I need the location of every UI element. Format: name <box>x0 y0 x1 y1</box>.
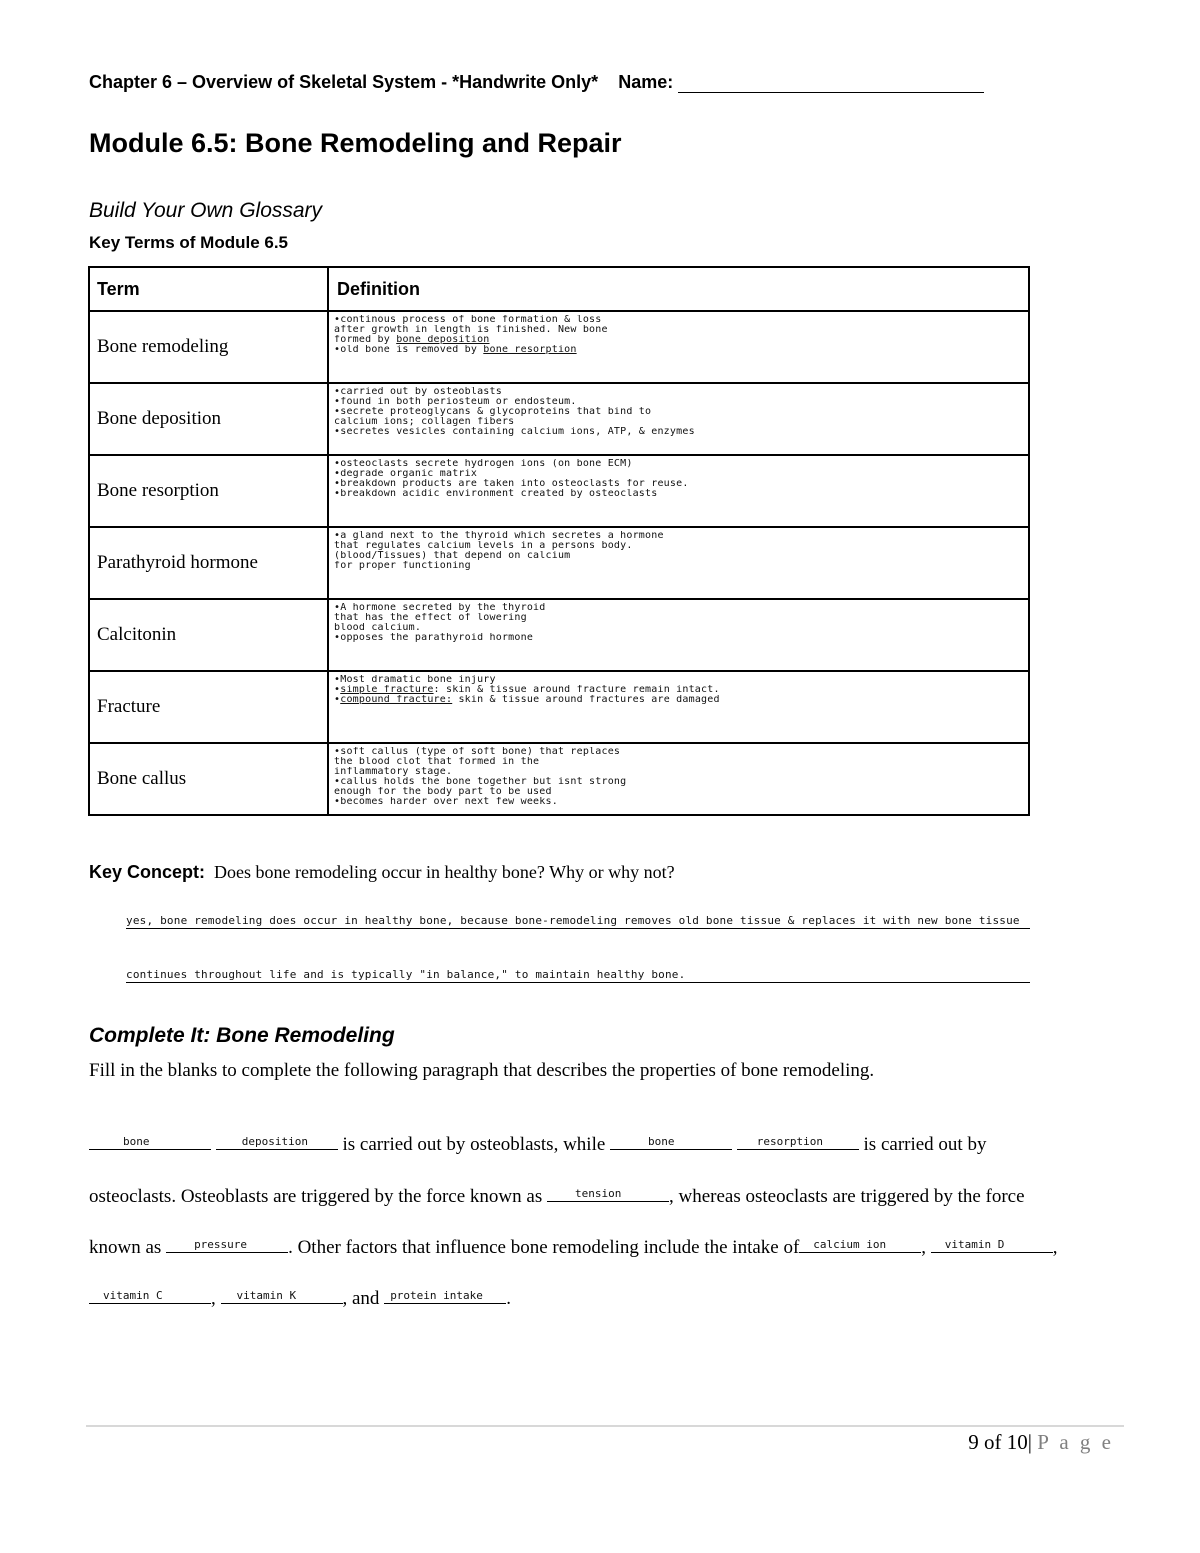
chapter-title: Chapter 6 – Overview of Skeletal System - *Handwrite Only* <box>89 72 599 92</box>
key-concept-label: Key Concept: <box>89 862 206 882</box>
blank-4[interactable]: resorption <box>737 1131 859 1150</box>
definition-line: inflammatory stage. <box>334 767 453 777</box>
name-field[interactable] <box>678 74 984 93</box>
definition-line: for proper functioning <box>334 561 471 571</box>
definition-line: •compound fracture: skin & tissue around fractures are damaged <box>334 695 720 705</box>
glossary-term: Bone deposition <box>89 383 328 455</box>
key-concept <box>89 862 675 883</box>
table-header-row <box>89 267 1029 311</box>
glossary-term: Parathyroid hormone <box>89 527 328 599</box>
blank-3[interactable]: bone <box>610 1131 732 1150</box>
glossary-definition[interactable] <box>328 743 1029 815</box>
paragraph-line-2: osteoclasts. Osteoblasts are triggered by the force known as tension , whereas osteoclasts are triggered by the force <box>89 1183 1025 1208</box>
blank-11[interactable]: protein intake <box>384 1285 506 1304</box>
glossary-term: Bone remodeling <box>89 311 328 383</box>
glossary-row <box>89 383 1029 455</box>
definition-line: •secretes vesicles containing calcium ions, ATP, & enzymes <box>334 427 695 437</box>
definition-line: •carried out by osteoblasts <box>334 387 502 397</box>
key-terms-heading: Key Terms of Module 6.5 <box>89 233 289 252</box>
glossary-definition[interactable] <box>328 383 1029 455</box>
glossary-term: Fracture <box>89 671 328 743</box>
definition-line: formed by bone deposition <box>334 335 490 345</box>
definition-line: •old bone is removed by bone resorption <box>334 345 577 355</box>
definition-line: •breakdown products are taken into osteoclasts for reuse. <box>334 479 689 489</box>
glossary-definition[interactable] <box>328 671 1029 743</box>
blank-6[interactable]: pressure <box>166 1234 288 1253</box>
page-word: P a g e <box>1037 1430 1114 1454</box>
definition-line: •Most dramatic bone injury <box>334 675 496 685</box>
paragraph-line-1: bone deposition is carried out by osteoblasts, while bone resorption is carried out by <box>89 1131 986 1156</box>
glossary-row <box>89 599 1029 671</box>
chapter-header <box>89 72 984 93</box>
definition-line: •opposes the parathyroid hormone <box>334 633 534 643</box>
definition-line: •callus holds the bone together but isnt strong <box>334 777 627 787</box>
definition-line: •continous process of bone formation & loss <box>334 315 602 325</box>
blank-10[interactable]: vitamin K <box>221 1285 343 1304</box>
definition-column-header: Definition <box>328 267 1029 311</box>
definition-line: •breakdown acidic environment created by osteoclasts <box>334 489 658 499</box>
paragraph-line-3: known as pressure . Other factors that influence bone remodeling include the intake of calcium ion , vitamin D , <box>89 1234 1058 1259</box>
blank-5[interactable]: tension <box>547 1183 669 1202</box>
glossary-table <box>88 266 1030 816</box>
definition-line: •a gland next to the thyroid which secretes a hormone <box>334 531 664 541</box>
definition-line: after growth in length is finished. New bone <box>334 325 608 335</box>
definition-line: •found in both periosteum or endosteum. <box>334 397 577 407</box>
glossary-definition[interactable] <box>328 311 1029 383</box>
blank-9[interactable]: vitamin C <box>89 1285 211 1304</box>
page-footer: 9 of 10| P a g e <box>968 1430 1114 1454</box>
answer-line-1[interactable]: yes, bone remodeling does occur in healthy bone, because bone-remodeling removes old bone tissue & replaces it with new bone tissue <box>126 914 1030 929</box>
glossary-row <box>89 455 1029 527</box>
glossary-term: Bone resorption <box>89 455 328 527</box>
definition-line: •A hormone secreted by the thyroid <box>334 603 546 613</box>
complete-it-heading: Complete It: Bone Remodeling <box>89 1024 395 1047</box>
glossary-row <box>89 527 1029 599</box>
definition-line: (blood/Tissues) that depend on calcium <box>334 551 571 561</box>
glossary-row <box>89 743 1029 815</box>
blank-1[interactable]: bone <box>89 1131 211 1150</box>
definition-line: •osteoclasts secrete hydrogen ions (on bone ECM) <box>334 459 633 469</box>
footer-divider <box>86 1425 1124 1427</box>
name-label: Name: <box>618 72 674 92</box>
definition-line: that regulates calcium levels in a persons body. <box>334 541 633 551</box>
glossary-definition[interactable] <box>328 455 1029 527</box>
glossary-row <box>89 311 1029 383</box>
key-concept-question: Does bone remodeling occur in healthy bone? Why or why not? <box>214 862 675 882</box>
paragraph-line-4: vitamin C , vitamin K , and protein intake . <box>89 1285 511 1310</box>
glossary-term: Bone callus <box>89 743 328 815</box>
definition-line: •soft callus (type of soft bone) that replaces <box>334 747 621 757</box>
instructions: Fill in the blanks to complete the following paragraph that describes the properties of bone remodeling. <box>89 1060 875 1081</box>
definition-line: •degrade organic matrix <box>334 469 478 479</box>
definition-line: that has the effect of lowering <box>334 613 527 623</box>
glossary-row <box>89 671 1029 743</box>
definition-line: •secrete proteoglycans & glycoproteins that bind to <box>334 407 652 417</box>
definition-line: the blood clot that formed in the <box>334 757 540 767</box>
answer-line-2[interactable]: continues throughout life and is typically "in balance," to maintain healthy bone. <box>126 968 1030 983</box>
definition-line: blood calcium. <box>334 623 422 633</box>
page-title: Module 6.5: Bone Remodeling and Repair <box>89 128 622 158</box>
blank-2[interactable]: deposition <box>216 1131 338 1150</box>
definition-line: •becomes harder over next few weeks. <box>334 797 558 807</box>
blank-7[interactable]: calcium ion <box>799 1234 921 1253</box>
page-number: 9 of 10 <box>968 1430 1028 1454</box>
definition-line: •simple fracture: skin & tissue around fracture remain intact. <box>334 685 720 695</box>
definition-line: enough for the body part to be used <box>334 787 552 797</box>
blank-8[interactable]: vitamin D <box>931 1234 1053 1253</box>
glossary-heading: Build Your Own Glossary <box>89 199 323 222</box>
term-column-header: Term <box>89 267 328 311</box>
glossary-term: Calcitonin <box>89 599 328 671</box>
glossary-definition[interactable] <box>328 599 1029 671</box>
glossary-definition[interactable] <box>328 527 1029 599</box>
definition-line: calcium ions; collagen fibers <box>334 417 515 427</box>
